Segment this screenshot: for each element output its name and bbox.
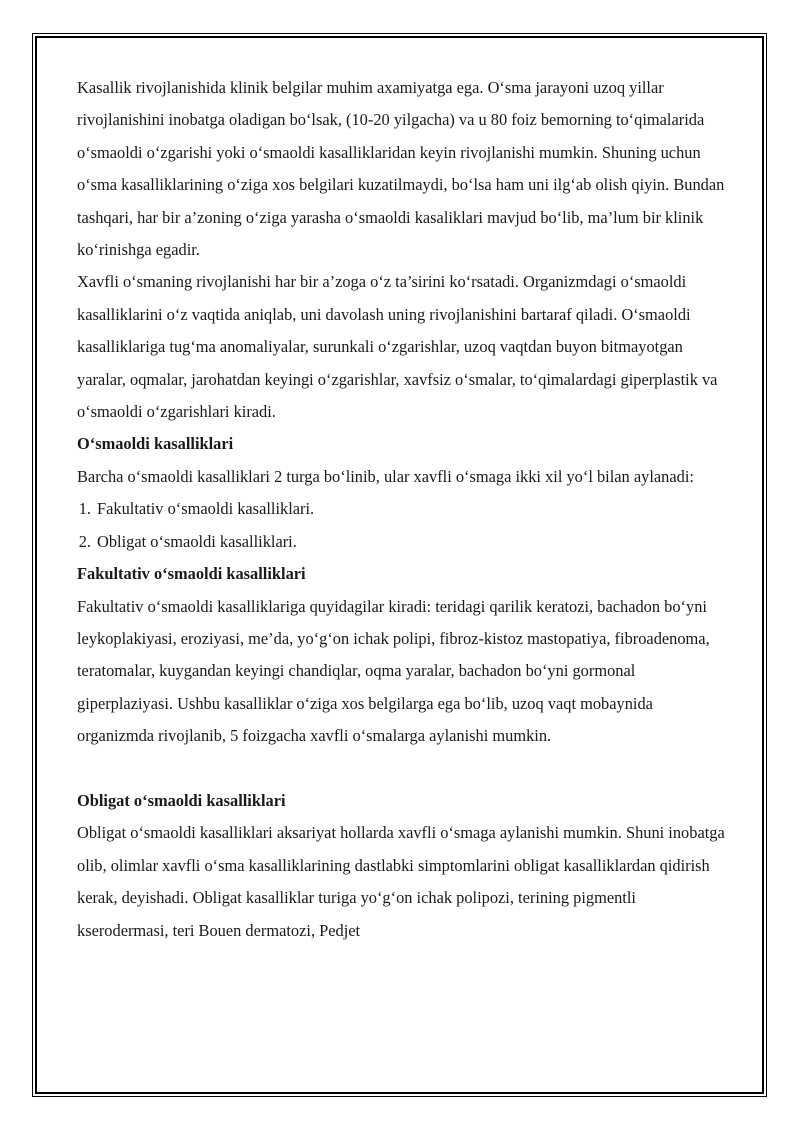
paragraph-intro: Kasallik rivojlanishida klinik belgilar muhim axamiyatga ega. O‘sma jarayoni uzoq yillar rivojlanishini inobatga oladigan bo‘lsak, (10-20 yilgacha) va u 80 foiz bemorning to‘qimalarida o‘smaoldi o‘zgarishi yoki o‘smaoldi kasalliklaridan keyin rivojlanishi mumkin. Shuning uchun o‘sma kasalliklarining o‘ziga xos belgilari kuzatilmaydi, bo‘lsa ham uni ilg‘ab olish qiyin. Bundan tashqari, har bir a’zoning o‘ziga yarasha o‘smaoldi kasaliklari mavjud bo‘lib, ma’lum bir klinik ko‘rinishga egadir. [77,78,725,260]
list-item-number: 1. [78,499,91,519]
list-item [77,493,729,525]
paragraph-malignant-development: Xavfli o‘smaning rivojlanishi har bir a’zoga o‘z ta’sirini ko‘rsatadi. Organizmdagi o‘smaoldi kasalliklarini o‘z vaqtida aniqlab, uni davolash uning rivojlanishini bartaraf qiladi. O‘smaoldi kasalliklariga tug‘ma anomaliyalar, surunkali o‘zgarishlar, uzoq vaqtdan buyon bitmayotgan yaralar, oqmalar, jarohatdan keyingi o‘zgarishlar, xavfsiz o‘smalar, to‘qimalardagi giperplastik va o‘smaoldi o‘zgarishlari kiradi. [77,272,718,422]
blank-line [77,753,729,785]
list-item [77,526,729,558]
paragraph-classification: Barcha o‘smaoldi kasalliklari 2 turga bo‘linib, ular xavfli o‘smaga ikki xil yo‘l bilan aylanadi: [77,466,694,486]
heading-facultative: Fakultativ o‘smaoldi kasalliklari [77,564,306,584]
list-item-text: Fakultativ o‘smaoldi kasalliklari. [97,499,315,519]
heading-obligate: Obligat o‘smaoldi kasalliklari [77,790,286,810]
classification-list [77,493,729,558]
list-item-number: 2. [78,531,91,551]
document-body [77,72,729,947]
list-item-text: Obligat o‘smaoldi kasalliklari. [97,531,297,551]
paragraph-facultative: Fakultativ o‘smaoldi kasalliklariga quyidagilar kiradi: teridagi qarilik keratozi, bachadon bo‘yni leykoplakiyasi, eroziyasi, me’da, yo‘g‘on ichak polipi, fibroz-kistoz mastopatiya, fibroadenoma, teratomalar, kuygandan keyingi chandiqlar, oqma yaralar, bachadon bo‘yni gormonal giperplaziyasi. Ushbu kasalliklar o‘ziga xos belgilarga ega bo‘lib, uzoq vaqt mobaynida organizmda rivojlanib, 5 foizgacha xavfli o‘smalarga aylanishi mumkin. [77,596,710,746]
heading-precancerous-diseases: O‘smaoldi kasalliklari [77,434,234,454]
paragraph-obligate: Obligat o‘smaoldi kasalliklari aksariyat hollarda xavfli o‘smaga aylanishi mumkin. Shuni inobatga olib, olimlar xavfli o‘sma kasalliklarining dastlabki simptomlarini obligat kasalliklardan qidirish kerak, deyishadi. Obligat kasalliklar turiga yo‘g‘on ichak polipozi, terining pigmentli kserodermasi, teri Bouen dermatozi, Pedjet [77,823,725,940]
